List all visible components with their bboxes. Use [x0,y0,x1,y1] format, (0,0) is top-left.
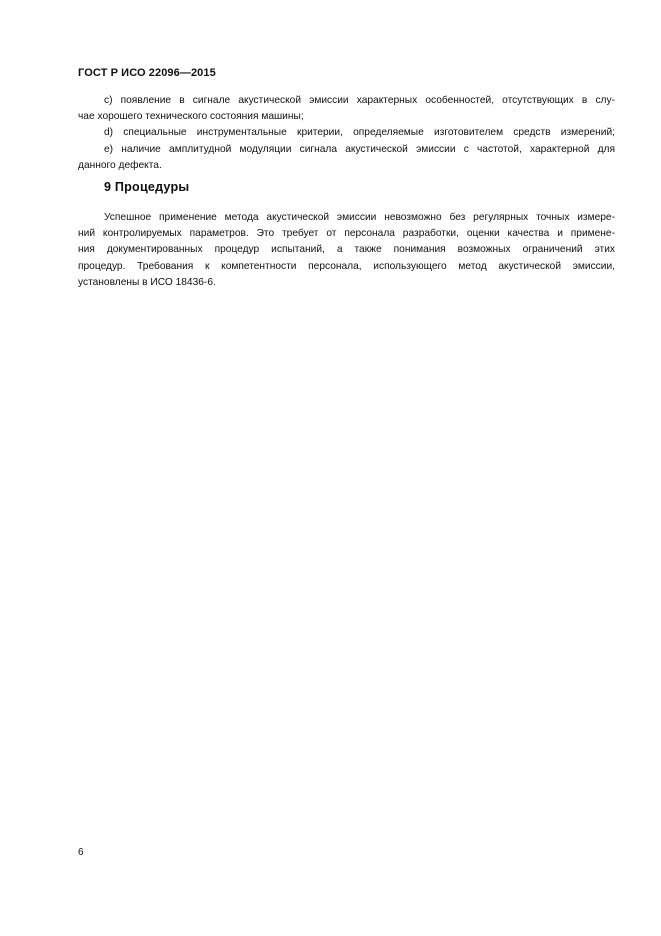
paragraph-line: установлены в ИСО 18436-6. [78,276,216,288]
list-item-line: данного дефекта. [78,159,162,171]
paragraph-line: Успешное применение метода акустической эмиссии невозможно без регулярных точных измере- [104,212,615,223]
section-heading: 9 Процедуры [104,180,190,194]
list-item-c [78,93,615,125]
section-paragraph [78,210,615,291]
list-item-line: чае хорошего технического состояния машины; [78,111,304,123]
list-item-line: c) появление в сигнале акустической эмиссии характерных особенностей, отсутствующих в слу- [104,95,615,106]
paragraph-line: ния документированных процедур испытаний, а также понимания возможных ограничений этих [78,244,615,256]
criteria-list [78,93,615,174]
document-header-id: ГОСТ Р ИСО 22096—2015 [78,67,216,79]
list-item-e [78,142,615,174]
paragraph-line: процедур. Требования к компетентности персонала, использующего метод акустической эмиссии, [78,260,615,272]
list-item-d [78,125,615,141]
list-item-line: d) специальные инструментальные критерии, определяемые изготовителем средств измерений; [104,127,615,139]
list-item-line: e) наличие амплитудной модуляции сигнала акустической эмиссии с частотой, характерной для [104,143,615,155]
page-number: 6 [78,847,84,858]
paragraph-line: ний контролируемых параметров. Это требует от персонала разработки, оценки качества и примене- [78,228,615,240]
